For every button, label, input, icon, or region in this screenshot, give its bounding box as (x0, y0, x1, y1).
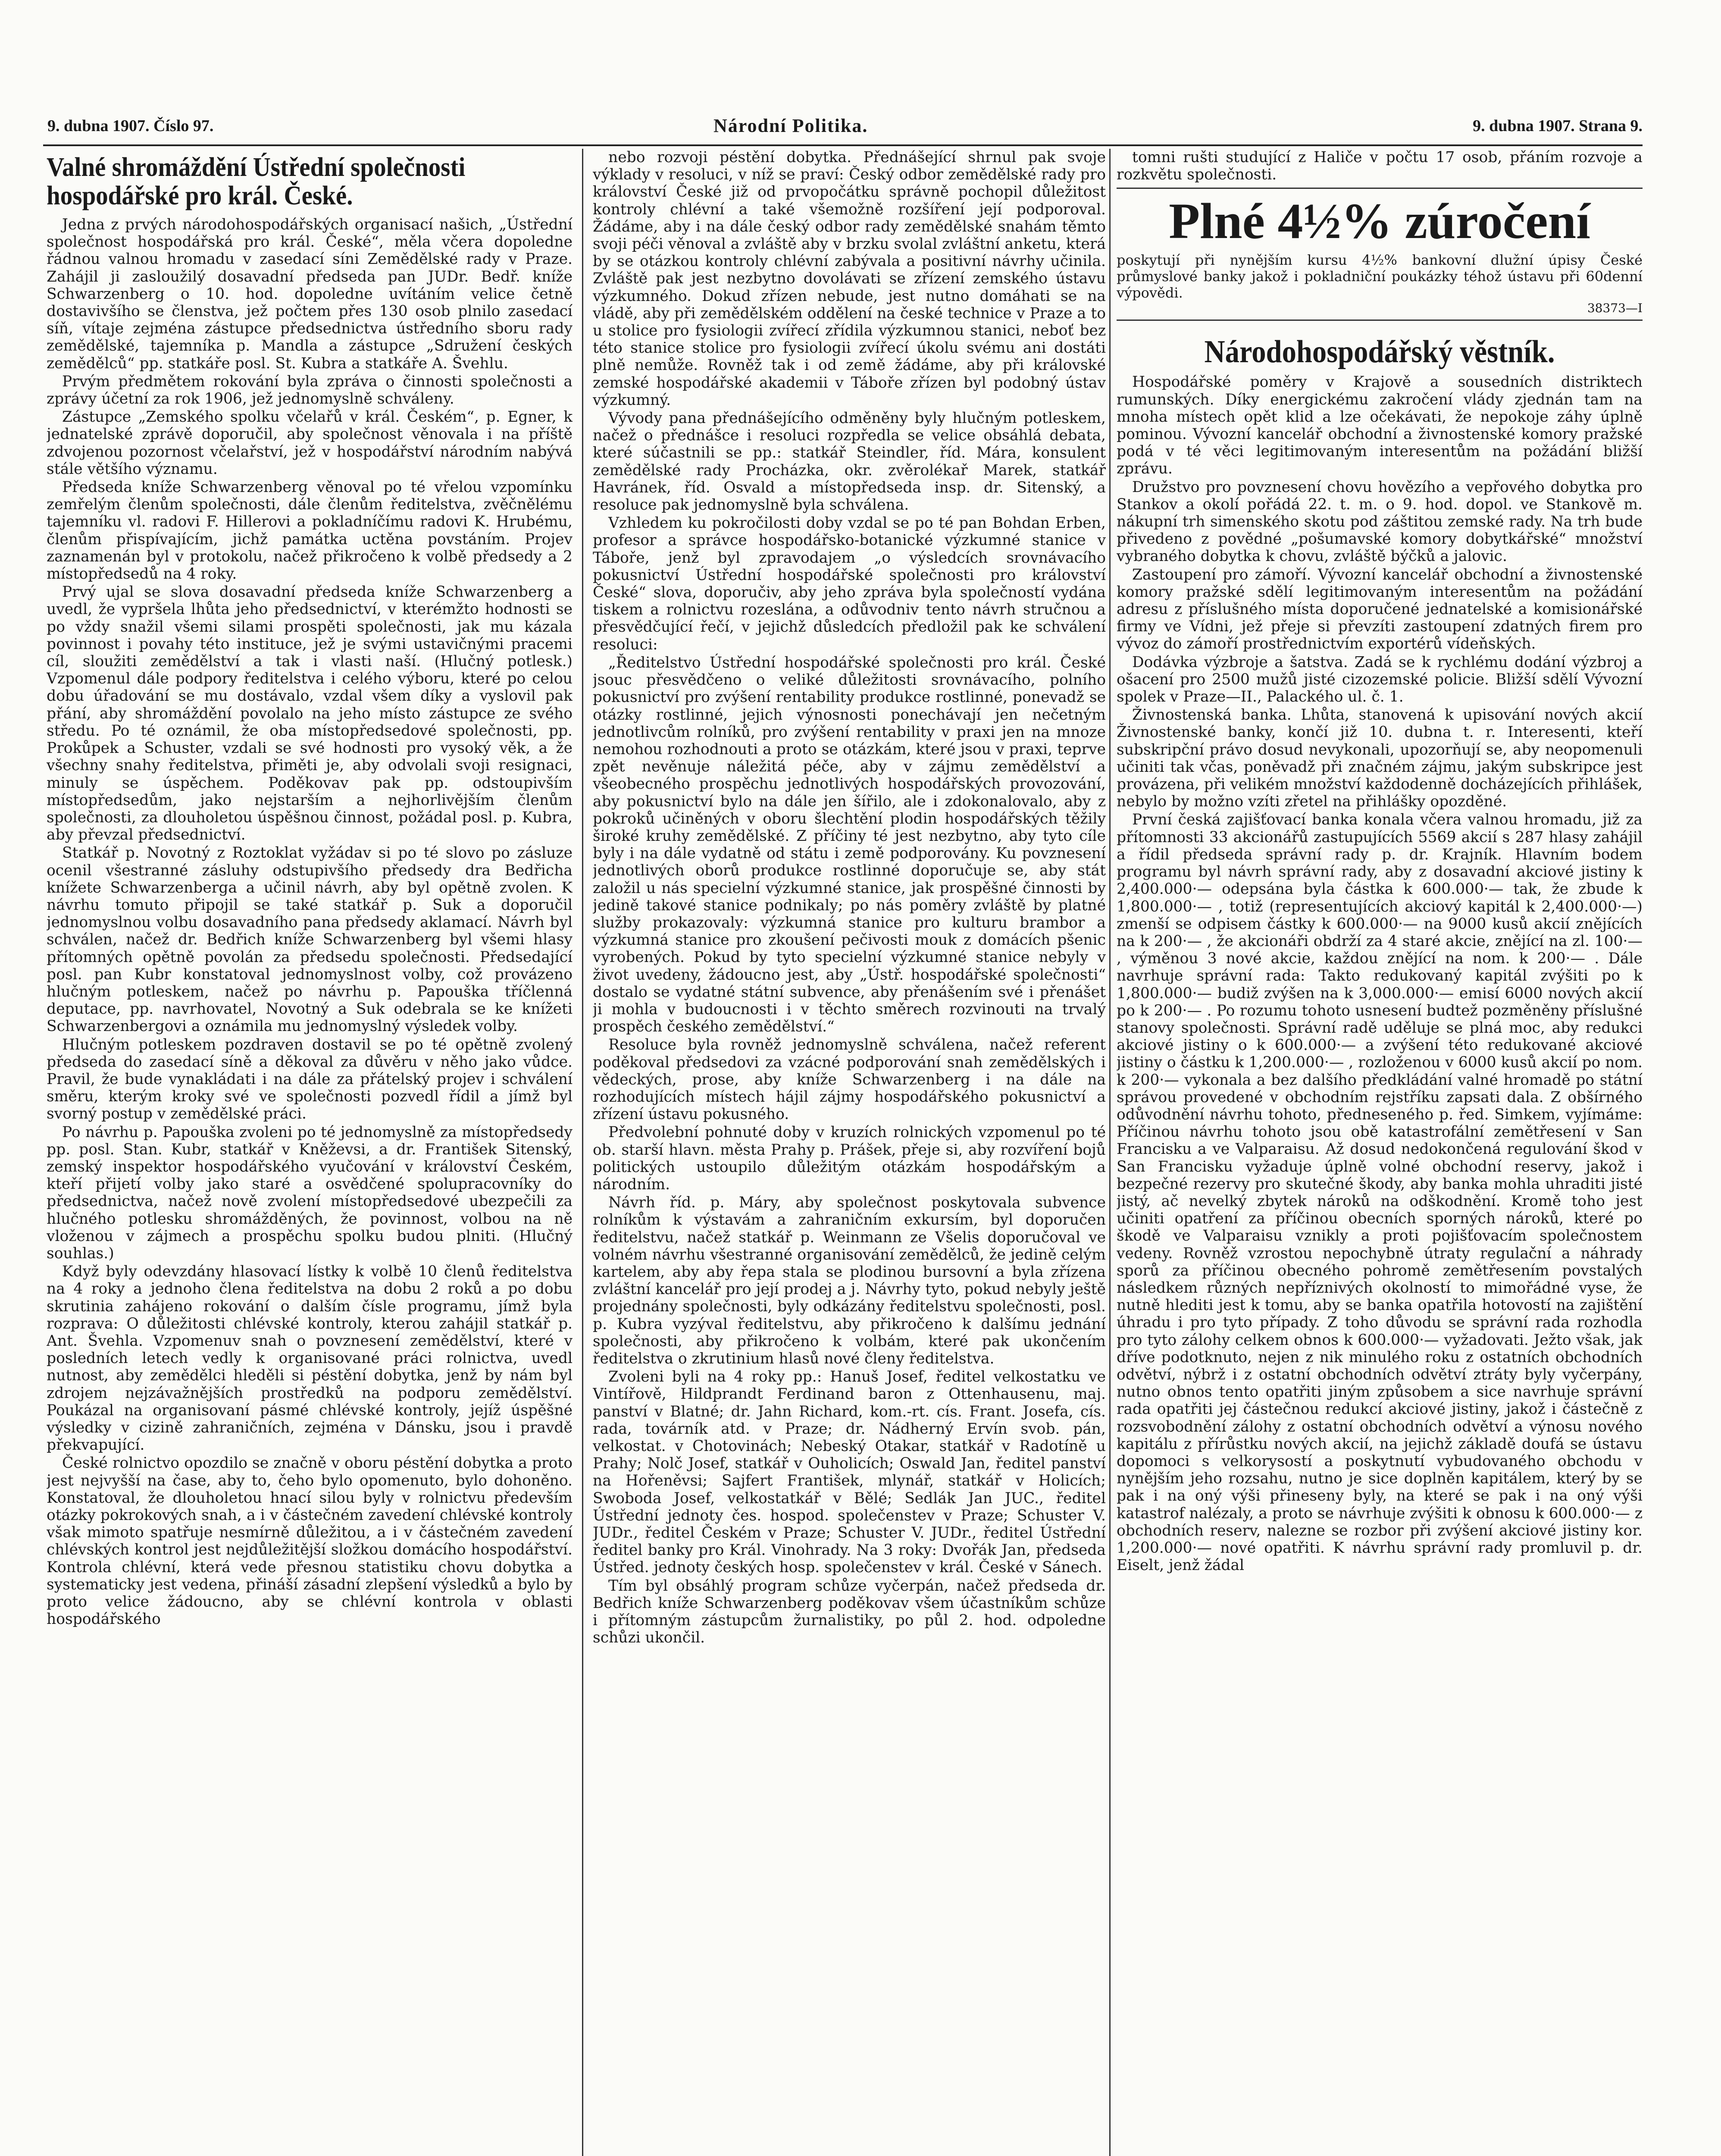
ad-text: poskytují při nynějším kursu 4½% bankovní dlužní úpisy České průmyslové banky jakož i pokladniční poukázky téhož ústavu při 60denní výpovědi. (1117, 252, 1643, 301)
article-paragraph: „Ředitelstvo Ústřední hospodářské společnosti pro král. České jsouc přesvědčeno o veliké důležitosti srovnávacího, polního pokusnictví pro zvýšení rentability produkce rostlinné, ponevadž se otázky rostlinné, jejich výnosnosti ponechávají jen nečetným jednotlivcům rolníků, pro zvýšení rentability v praxi jen na mnoze nemohou rozhodnouti a proto se otázkám, které jsou v praxi, teprve zpět nevěnuje náležitá péče, aby v zájmu zemědělství a všeobecného prospěchu jednotlivých hospodářských provozování, aby pokusnictví bylo na dále jen šířilo, ale i zdokonalovalo, aby z pokroků učiněných v oboru šlechtění plodin hospodářských těžily široké kruhy zemědělské. Z příčiny té jest nezbytno, aby tyto cíle byly i na dále vydatně od státu i země podporovány. Ku povznesení jednotlivých oborů produkce rostlinné doporučuje se, aby stát založil u nás specielní výzkumné stanice, jak prospěšné činnosti by jedině takové stanice podnikaly; po nás poměry zvláště by platné služby prokazovaly: výzkumná stanice pro kulturu brambor a výzkumná stanice pro zkoušení pečivosti mouk z domácích pšenic vyrobených. Pokud by tyto specielní výzkumné stanice nebyly v život uvedeny, žádoucno jest, aby „Ústř. hospodářské společnosti“ dostalo se vydatné státní subvence, aby přenášením své i přenášet ji mohla v budoucnosti i v těchto směrech rozvinouti na trvalý prospěch českého zemědělství.“ (593, 654, 1106, 1036)
article-paragraph: Vývody pana přednášejícího odměněny byly hlučným potleskem, načež o přednášce i resoluci rozpředla se velice obsáhlá debata, které súčastnili se pp.: statkář Steindler, říd. Mára, konsulent zemědělské rady Procházka, okr. zvěrolékař Marek, statkář Havránek, říd. Osvald a místopředseda insp. dr. Sitenský, a resoluce pak jednomyslně byla schválena. (593, 410, 1106, 514)
article-headline: Valné shromáždění Ústřední společnosti hospodářské pro král. České. (47, 153, 466, 210)
column-3 (1117, 149, 1643, 2156)
masthead (47, 108, 1643, 142)
article-paragraph: Tím byl obsáhlý program schůze vyčerpán, načež předseda dr. Bedřich kníže Schwarzenberg poděkovav všem účastníkům schůze i přítomným zástupcům žurnalistiky, po půl 2. hod. odpoledne schůzi ukončil. (593, 1577, 1106, 1647)
article-paragraph: Prvý ujal se slova dosavadní předseda kníže Schwarzenberg a uvedl, že vypršela lhůta jeho předsednictví, v kterémžto hodnosti se po vždy snažil všemi silami prospěti společnosti, jak mu kázala povinnost i povahy této instituce, jež je svými ustavičnými pracemi cíl, sloužiti zemědělství a tak i vlasti naší. (Hlučný potlesk.) Vzpomenul dále podpory ředitelstva i celého výboru, které po celou dobu úřadování se mu dostávalo, vzdal všem díky a vyslovil pak přání, aby shromáždění povolalo na jeho místo zástupce ze svého středu. Po té oznámil, že oba místopředsedové společnosti, pp. Prokůpek a Schuster, vzdali se své hodnosti pro vysoký věk, a že všechny snahy ředitelstva, přiměti je, aby odvolali svoji resignaci, minuly se úspěchem. Poděkovav pak pp. odstoupivším místopředsedům, jako nejstarším a nejhorlivějším členům společnosti, za dlouholetou úspěšnou činnost, požádal posl. p. Kubra, aby převzal předsednictví. (47, 583, 573, 844)
article-paragraph: tomni rušti studující z Haliče v počtu 17 osob, přáním rozvoje a rozkvětu společnosti. (1117, 149, 1643, 184)
column-rule-2 (1109, 149, 1111, 2156)
article-paragraph: Hospodářské poměry v Krajově a sousedních distriktech rumunských. Díky energickému zakročení vlády zjednán tam na mnoha místech opět klid a lze očekávati, že nepokoje záhy úplně pominou. Vývozní kancelář obchodní a živnostenské komory pražské podá v té věci legitimovaným interesentům na požádání bližší zprávu. (1117, 373, 1643, 478)
article-paragraph: Dodávka výzbroje a šatstva. Zadá se k rychlému dodání výzbroj a ošacení pro 2500 mužů jisté cizozemské policie. Bližší sdělí Vývozní spolek v Praze—II., Palackého ul. č. 1. (1117, 653, 1643, 706)
masthead-date-page: 9. dubna 1907. Strana 9. (1473, 117, 1643, 135)
ad-rule-bottom (1117, 320, 1643, 321)
section-headline: Národohospodářský věstník. (1204, 334, 1555, 370)
article-paragraph: České rolnictvo opozdilo se značně v oboru péstění dobytka a proto jest nejvyšší na čase, aby to, čeho bylo opomenuto, bylo dohoněno. Konstatoval, že dlouholetou hnací silou byly v rolnictvu především otázky pokrokových snah, a i v částečném zavedení chlévské kontroly však mimoto spatřuje nesmírně důležitou, a i v částečném zavedení chlévských kontrol jest nejdůležitější složkou domácího hospodářství. Kontrola chlévní, která vede přesnou statistiku chovu dobytka a systematicky jest vedena, přináší zásadní zlepšení výsledků a bylo by proto velice žádoucno, aby se chlévní kontrola v oblasti hospodářského (47, 1454, 573, 1628)
article-paragraph: Předvolební pohnuté doby v kruzích rolnických vzpomenul po té ob. starší hlavn. města Prahy p. Prášek, přeje si, aby rozvíření bojů politických ustoupilo důležitým otázkám hospodářským a národním. (593, 1124, 1106, 1193)
masthead-date-issue: 9. dubna 1907. Číslo 97. (47, 117, 214, 135)
article-paragraph: Zvoleni byli na 4 roky pp.: Hanuš Josef, ředitel velkostatku ve Vintířově, Hildprandt Ferdinand baron z Ottenhausenu, maj. panství v Blatné; dr. Jahn Richard, kom.-rt. cís. Frant. Josefa, cís. rada, továrník atd. v Praze; dr. Nádherný Ervín svob. pán, velkostat. v Chotovinách; Nebeský Otakar, statkář v Radotíně u Prahy; Nolč Josef, statkář v Ouholicích; Oswald Jan, ředitel panství na Hořeněvsi; Sajfert František, mlynář, statkář v Holicích; Swoboda Josef, velkostatkář v Bělé; Sedlák Jan JUC., ředitel Ústřední jednoty čes. hospod. společenstev v Praze; Schuster V. JUDr., ředitel Českém v Praze; Schuster V. JUDr., ředitel Ústřední ředitel banky pro Král. Vinohrady. Na 3 roky: Dvořák Jan, předseda Ústřed. jednoty českých hosp. společenstev v král. České v Sánech. (593, 1368, 1106, 1576)
article-paragraph: Hlučným potleskem pozdraven dostavil se po té opětně zvolený předseda do zasedací síně a děkoval za důvěru v něho jako vůdce. Pravil, že bude vynakládati i na dále za přátelský projev i schválení směru, kterým kroky své ve společnosti pozvedl řídil a jímž byl svorný postup v zemědělské práci. (47, 1036, 573, 1123)
masthead-title: Národní Politika. (713, 115, 868, 136)
article-paragraph: Statkář p. Novotný z Roztoklat vyžádav si po té slovo po zásluze ocenil všestranné zásluhy odstupivšího předsedy dra Bedřicha knížete Schwarzenberga a učinil návrh, aby byl opětně zvolen. K návrhu tomuto připojil se také statkář p. Suk a doporučil jednomyslnou volbu dosavadního pana předsedy aklamací. Návrh byl schválen, načež dr. Bedřich kníže Schwarzenberg byl všemi hlasy přítomných opětně povolán za předsedu společnosti. Předsedající posl. pan Kubr konstatoval jednomyslnost volby, což provázeno hlučným potleskem, načež po návrhu p. Papouška tříčlenná deputace, pp. navrhovatel, Novotný a Suk odebrala se ke knížeti Schwarzenbergovi a oznámila mu jednomyslný výsledek volby. (47, 844, 573, 1035)
article-paragraph: Když byly odevzdány hlasovací lístky k volbě 10 členů ředitelstva na 4 roky a jednoho člena ředitelstva na dobu 2 roků a po dobu skrutinia zahájeno rokování o dalším čísle programu, jímž byla rozprava: O důležitosti chlévské kontroly, kterou zahájil statkář p. Ant. Švehla. Vzpomenuv snah o povznesení zemědělství, které v posledních letech vedly k organisované práci rolnictva, uvedl nutnost, aby zemědělci hleděli si péstění dobytka, jenž by nám byl zdrojem nejzávažnějších prostředků na podporu zemědělství. Poukázal na organisovaní pásmé chlévské kontroly, jejíž úspěšné výsledky v cizině zahraničních, zejména v Dánsku, jsou i pravdě překvapující. (47, 1263, 573, 1454)
column-rule-1 (582, 149, 583, 2156)
article-paragraph: Návrh říd. p. Máry, aby společnost poskytovala subvence rolníkům k výstavám a zahraničním exkursím, byl doporučen ředitelstvu, načež statkář p. Weinmann ze Všelis doporučoval ve volném návrhu všestranné organisování zemědělců, že jedině celým kartelem, aby aby řepa stala se plodinou bursovní a byla zřízena zvláštní kancelář pro její prodej a j. Návrhy tyto, pokud nebyly ještě projednány společnosti, byly odkázány ředitelstvu společnosti, posl. p. Kubra vyzýval ředitelstvu, aby přikročeno k dalšímu jednání společnosti, aby přikročeno k volbám, které pak ukončením ředitelstva o zkrutinium hlasů nové členy ředitelstva. (593, 1194, 1106, 1368)
article-paragraph: Prvým předmětem rokování byla zpráva o činnosti společnosti a zprávy účetní za rok 1906, jež jednomyslně schváleny. (47, 373, 573, 408)
masthead-rule (43, 144, 1643, 146)
article-paragraph: Jedna z prvých národohospodářských organisací našich, „Ústřední společnost hospodářská pro král. České“, měla včera dopoledne řádnou valnou hromadu v zasedací síni Zemědělské rady v Praze. Zahájil ji zasloužilý dosavadní předseda pan JUDr. Bedř. kníže Schwarzenberg o 10. hod. dopoledne uvítáním velice četně dostavivšího se členstva, jež počtem přes 130 osob plnilo zasedací síň, vítaje zejména zástupce předsednictva ústředního sboru rady zemědělské, tajemníka p. Mandla a zástupce „Sdružení českých zemědělců“ pp. statkáře posl. St. Kubra a statkáře A. Švehlu. (47, 216, 573, 372)
column-1 (47, 149, 573, 2156)
article-paragraph: Po návrhu p. Papouška zvoleni po té jednomyslně za místopředsedy pp. posl. Stan. Kubr, statkář v Kněževsi, a dr. František Sitenský, zemský inspektor hospodářského vyučování v království Českém, kteří přijetí volby jako staré a osvědčené spolupracovníky do předsednictva, načež nově zvolení místopředsedové ubezpečili za hlučného potlesku shromážděných, že povinnost, volbou na ně vloženou v zájmech a prospěchu spolku budou plniti. (Hlučný souhlas.) (47, 1123, 573, 1262)
article-paragraph: Zástupce „Zemského spolku včelařů v král. Českém“, p. Egner, k jednatelské zprávě doporučil, aby společnost věnovala i na příště zdvojenou pozornost včelařství, jež v hospodářství národním nabývá stále většího významu. (47, 408, 573, 478)
article-paragraph: Živnostenská banka. Lhůta, stanovená k upisování nových akcií Živnostenské banky, končí již 10. dubna t. r. Interesenti, kteří subskripční právo dosud nevykonali, upozorňují se, aby neopomenuli učiniti tak včas, poněvadž při značném zájmu, jakým subskripce jest provázena, při velikém množství každodenně docházejících přihlášek, nebylo by možno vzíti zřetel na přihlášky opozděné. (1117, 706, 1643, 811)
article-paragraph: Zastoupení pro zámoří. Vývozní kancelář obchodní a živnostenské komory pražské sdělí legitimovaným interesentům na požádání adresu z příslušného místa doporučené jednatelské a komisionářské firmy ve Vídni, jež přeje si převzíti zastoupení zdatných firem pro vývoz do zámoří prostřednictvím exportérů vídeňských. (1117, 566, 1643, 653)
ad-code: 38373—I (1587, 301, 1643, 316)
column-2 (593, 149, 1106, 2156)
article-paragraph: nebo rozvoji péstění dobytka. Přednášející shrnul pak svoje výklady v resoluci, v níž se praví: Český odbor zemědělské rady pro království České již od prvopočátku správně pochopil důležitost kontroly chlévní a také všemožně rozšíření její podporoval. Žádáme, aby i na dále český odbor rady zemědělské snahám těmto svoji péči věnoval a zvláště aby v brzku svolal zvláštní anketu, která by se otázkou kontroly chlévní zabývala a positivní návrhy učinila. Zvláště pak jest nezbytno dovolávati se zřízení zemského ústavu výzkumného. Dokud zřízen nebude, jest nutno domáhati se na vládě, aby při zemědělském oddělení na české technice v Praze a to u stolice pro fysiologii zvířecí zřídila výzkumnou stanici, neboť bez této stanice stolice pro fysiologii zvířecí úkolu svému ani dostáti plně nemůže. Rovněž tak i od země žádáme, aby při královské zemské hospodářské akademii v Táboře zřízen byl podobný ústav výzkumný. (593, 149, 1106, 409)
ad-rule-top (1117, 188, 1643, 189)
article-paragraph: Předseda kníže Schwarzenberg věnoval po té vřelou vzpomínku zemřelým členům společnosti, dále členům ředitelstva, zvěčnělému tajemníku vl. radovi F. Hillerovi a pokladníčímu radovi K. Hrubému, členům přispívajícím, jichž památka uctěna povstáním. Projev zaznamenán byl v protokolu, načež přikročeno k volbě předsedy a 2 místopředsedů na 4 roky. (47, 479, 573, 583)
article-paragraph: Resoluce byla rovněž jednomyslně schválena, načež referent poděkoval předsedovi za vzácné podporování snah zemědělských i vědeckých, prose, aby kníže Schwarzenberg i na dále na rozhodujících místech hájil zájmy hospodářského pokusnictví a zřízení ústavu pokusného. (593, 1036, 1106, 1123)
article-paragraph: Družstvo pro povznesení chovu hovězího a vepřového dobytka pro Stankov a okolí pořádá 22. t. m. o 9. hod. dopol. ve Stankově m. nákupní trh simenského skotu pod záštitou zemské rady. Na trh bude přivedeno z povědné „pošumavské komory dobytkářské“ množství vybraného dobytka k chovu, zvláště býčků a jalovic. (1117, 478, 1643, 565)
article-paragraph: První česká zajišťovací banka konala včera valnou hromadu, již za přítomnosti 33 akcionářů zastupujících 5569 akcií s 287 hlasy zahájil a řídil předseda správní rady p. dr. Krajník. Hlavním bodem programu byl návrh správní rady, aby z dosavadní akciové jistiny k 2,400.000·— odepsána byla částka k 600.000·— tak, že zbude k 1,800.000·— , totiž (representujících akciový kapitál k 2,400.000·—) zmenší se odpisem částky k 600.000·— na 9000 kusů akcií znějících na k 200·— , že akcionáři obdrží za 4 staré akcie, znějící na zl. 100·— , výměnou 3 nové akcie, každou znějící na nom. k 200·— . Dále navrhuje správní rada: Takto redukovaný kapitál zvýšiti po k 1,800.000·— budiž zvýšen na k 3,000.000·— emisí 6000 nových akcií po k 200·— . Po rozumu tohoto usnesení budtež pozměněny příslušné stanovy společnosti. Správní radě uděluje se plná moc, aby redukci akciové jistiny o k 600.000·— a zvýšení této redukované akciové jistiny o částku k 1,200.000·— , rozloženou v 6000 kusů akcií po nom. k 200·— vykonala a bez dalšího předkládání valné hromadě po státní správou provedené v obchodním rejstříku zapsati dala. Z obšírného odůvodnění návrhu tohoto, předneseného p. řed. Simkem, vyjímáme: Příčinou návrhu tohoto jsou obě katastrofální zemětřesení v San Francisku a ve Valparaisu. Až dosud nedokončená regulování škod v San Francisku vyžaduje úplně volné obchodní reservy, jakož i bezpečné rezervy pro skutečné škody, aby banka mohla uhraditi jisté jistý, ač nevelký zbytek nároků na odškodnění. Kromě toho jest učiniti opatření za příčinou obecních sporných nároků, které po škodě ve Valparaisu vznikly a proti pojišťovacím společnostem vedeny. Rovněž vzrostou nepochybně útraty regulační a náhrady sporů za příčinou obecného pohromě zemětřesením povstalých následkem různých nepříznivých okolností to mimořádné vyse, že nutně hlediti jest k tomu, aby se banka opatřila hotovostí na zajištění úhradu i pro tyto případy. Z toho důvodu se správní rada rozhodla pro tyto zálohy celkem obnos k 600.000·— vyžadovati. Ježto však, jak dříve podotknuto, nejen z nik minulého roku z ostatních obchodních odvětví, nýbrž i z ostatní obchodních odvětví ztráty byly vyčerpány, nutno obnos tento opatřiti jiným způsobem a sice navrhuje správní rada opatřiti jej částečnou redukcí akciové jistiny, jakož i částečně z rozsvobodnění zálohy z ostatní obchodních odvětví a výnosu nového kapitálu z přírůstku nových akcií, na jejichž základě doufá se ústavu dopomoci s velkorysostí a poskytnutí vybudovaného obchodu v nynějším jeho rozsahu, nutno je sice doplněn kapitálem, který by se pak i na oný výši přineseny byly, na které se pak i na oný výši katastrof nalézaly, a proto se návrhuje zvýšiti k obnosu k 600.000·— z obchodních reserv, nalezne se rozbor při zvýšení akciové jistiny kor. 1,200.000·— nové opatřiti. K návrhu správní rady promluvil p. dr. Eiselt, jenž žádal (1117, 811, 1643, 1574)
ad-headline: Plné 4½% zúročení (1169, 193, 1590, 250)
article-paragraph: Vzhledem ku pokročilosti doby vzdal se po té pan Bohdan Erben, profesor a správce hospodářsko-botanické výzkumné stanice v Táboře, jenž byl zpravodajem „o výsledcích srovnávacího pokusnictví Ústřední hospodářské společnosti pro království České“ slova, doporučiv, aby jeho zpráva byla společností vydána tiskem a rolnictvu rozeslána, a odůvodniv tento návrh stručnou a přesvědčující řečí, v jejichž důsledcích předložil pak ke schválení resoluci: (593, 514, 1106, 653)
